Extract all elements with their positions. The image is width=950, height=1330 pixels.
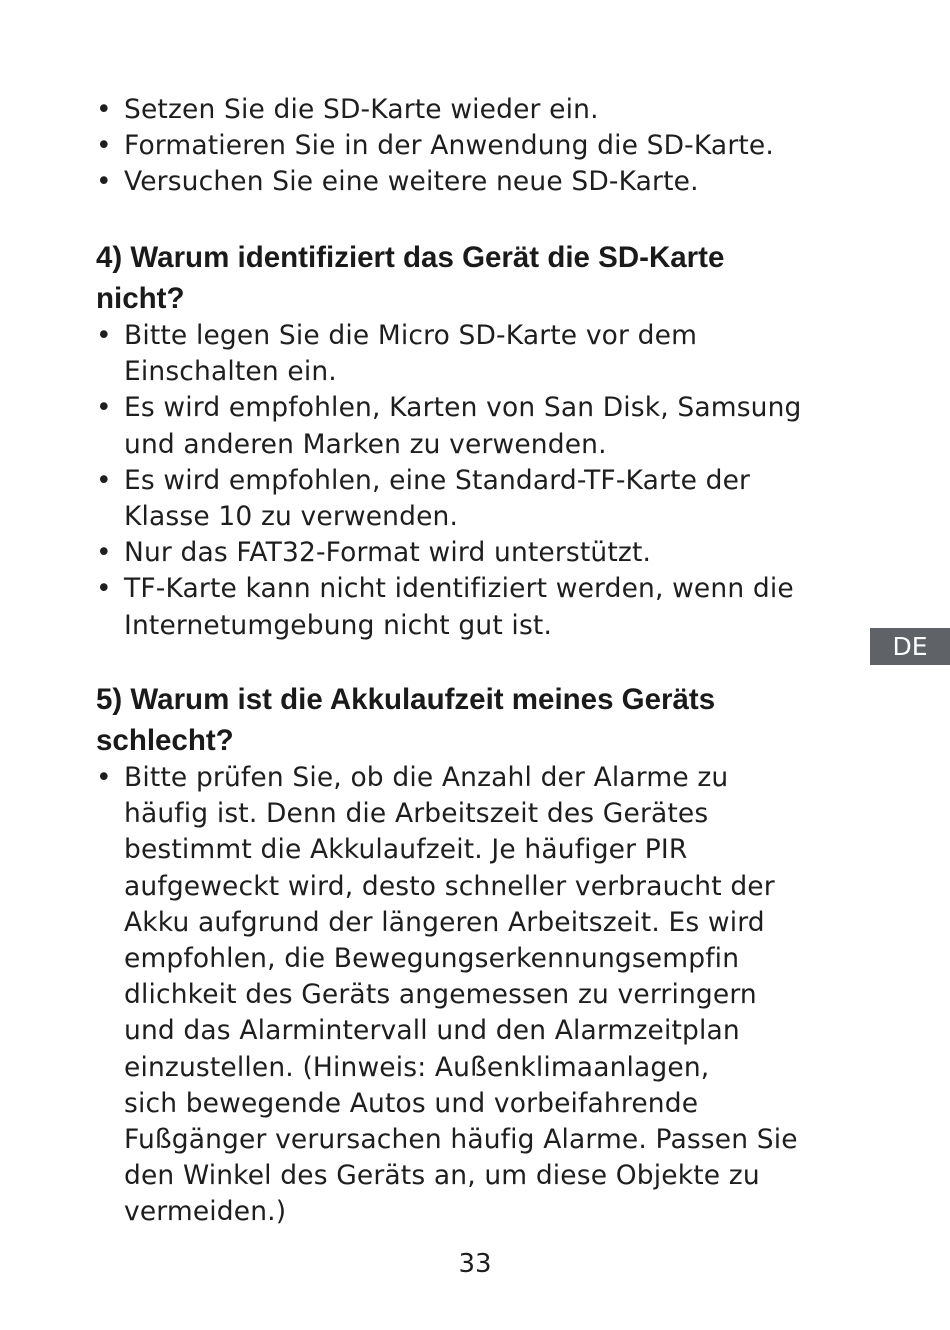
list-item [96,318,866,390]
tips-list-battery-life [96,760,866,1231]
bullet-dot: • [96,762,112,793]
bullet-dot: • [96,94,112,125]
bullet-dot: • [96,464,112,496]
list-item-text-line: häufig ist. Denn die Arbeitszeit des Gerätes [124,798,709,830]
language-tab-de: DE [870,628,950,665]
list-item [96,535,866,571]
list-item-text-line: Versuchen Sie eine weitere neue SD-Karte. [124,166,699,198]
list-item-text-line: Es wird empfohlen, eine Standard-TF-Karte der [124,464,751,496]
heading-text-line: 4) Warum identifiziert das Gerät die SD-Karte [96,241,725,274]
list-item-text-line: Internetumgebung nicht gut ist. [124,609,553,641]
list-item [96,390,866,462]
list-item [96,760,866,1231]
bullet-dot: • [96,166,112,198]
list-item-text-line: einzustellen. (Hinweis: Außenklimaanlagen, [124,1051,710,1083]
section-heading-5 [96,680,856,761]
list-item-text-line: Nur das FAT32-Format wird unterstützt. [124,537,652,569]
list-item-text-line: vermeiden.) [124,1196,287,1228]
list-item-text-line: Es wird empfohlen, Karten von San Disk, Samsung [124,392,802,424]
list-item [96,164,866,200]
list-item-text-line: Bitte legen Sie die Micro SD-Karte vor dem [124,320,698,351]
list-item [96,128,866,164]
list-item-text-line: Setzen Sie die SD-Karte wieder ein. [124,94,599,125]
page-number: 33 [458,1249,492,1279]
list-item-text-line: TF-Karte kann nicht identifiziert werden, wenn die [124,573,794,605]
list-item-text-line: empfohlen, die Bewegungserkennungsempfin [124,943,740,975]
list-item [96,92,866,128]
list-item-text-line: Formatieren Sie in der Anwendung die SD-Karte. [124,130,774,162]
tips-list-sd-card [96,92,866,201]
list-item-text-line: und anderen Marken zu verwenden. [124,428,607,460]
list-item-text-line: sich bewegende Autos und vorbeifahrende [124,1087,699,1119]
list-item-text-line: Akku aufgrund der längeren Arbeitszeit. Es wird [124,906,765,938]
list-item-text-line: dlichkeit des Geräts angemessen zu verringern [124,979,757,1011]
heading-text-line: nicht? [96,281,185,315]
bullet-dot: • [96,537,112,569]
tips-list-sd-not-identified [96,318,866,644]
list-item [96,463,866,535]
list-item-text-line: und das Alarmintervall und den Alarmzeitplan [124,1015,740,1047]
heading-text-line: 5) Warum ist die Akkulaufzeit meines Geräts [96,683,716,716]
bullet-dot: • [96,392,112,424]
heading-text-line: schlecht? [96,723,234,757]
list-item [96,571,866,643]
bullet-dot: • [96,320,112,351]
bullet-dot: • [96,130,112,162]
list-item-text-line: Klasse 10 zu verwenden. [124,501,459,533]
list-item-text-line: Einschalten ein. [124,356,337,388]
section-heading-4 [96,238,856,319]
list-item-text-line: Bitte prüfen Sie, ob die Anzahl der Alarme zu [124,762,729,793]
list-item-text-line: den Winkel des Geräts an, um diese Objekte zu [124,1160,760,1192]
bullet-dot: • [96,573,112,605]
list-item-text-line: aufgeweckt wird, desto schneller verbraucht der [124,870,775,902]
list-item-text-line: bestimmt die Akkulaufzeit. Je häufiger PIR [124,834,688,866]
list-item-text-line: Fußgänger verursachen häufig Alarme. Passen Sie [124,1124,798,1156]
